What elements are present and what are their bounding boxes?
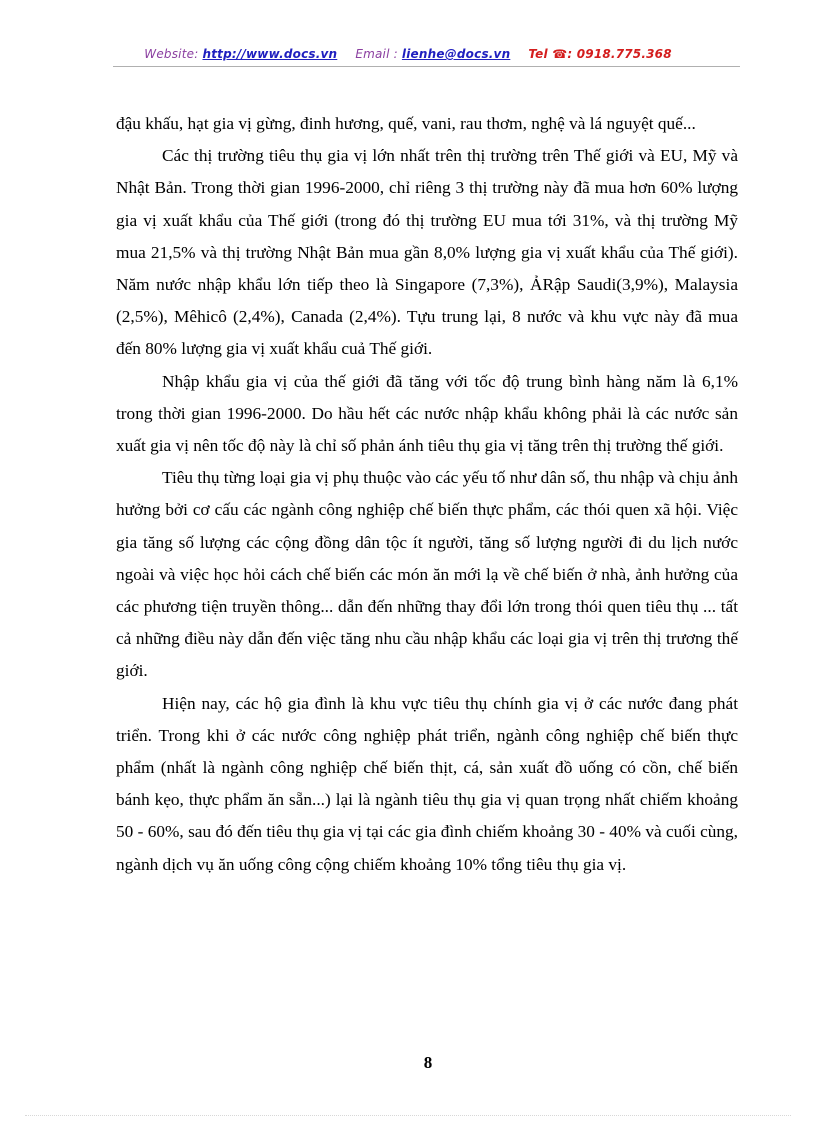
page-header [0,47,816,61]
paragraph-import-growth: Nhập khẩu gia vị của thế giới đã tăng với tốc độ trung bình hàng năm là 6,1% trong thời gian 1996-2000. Do hầu hết các nước nhập khẩu không phải là các nước sản xuất gia vị nên tốc độ này là chỉ số phản ánh tiêu thụ gia vị tăng trên thị trường thế giới. [116,371,738,456]
paragraph-major-markets: Các thị trường tiêu thụ gia vị lớn nhất trên thị trường trên Thế giới và EU, Mỹ và Nhật Bản. Trong thời gian 1996-2000, chỉ riêng 3 thị trường này đã mua hơn 60% lượng gia vị xuất khẩu của Thế giới (trong đó thị trường EU mua tới 31%, và thị trường Mỹ mua 21,5% và thị trường Nhật Bản mua gần 8,0% lượng gia vị xuất khẩu của Thế giới). Năm nước nhập khẩu lớn tiếp theo là Singapore (7,3%), ẢRập Saudi(3,9%), Malaysia (2,5%), Mêhicô (2,4%), Canada (2,4%). Tựu trung lại, 8 nước và khu vực này đã mua đến 80% lượng gia vị xuất khẩu cuả Thế giới. [116,146,738,359]
website-link[interactable]: http://www.docs.vn [202,47,338,61]
email-label: Email : [355,47,398,61]
website-label: Website: [144,47,199,61]
paragraph-consumption-factors: Tiêu thụ từng loại gia vị phụ thuộc vào các yếu tố như dân số, thu nhập và chịu ảnh hưởng bởi cơ cấu các ngành công nghiệp chế biến thực phẩm, các thói quen xã hội. Việc gia tăng số lượng các cộng đồng dân tộc ít người, tăng số lượng người đi du lịch nước ngoài và việc học hỏi cách chế biến các món ăn mới lạ về chế biến ở nhà, ảnh hưởng của các phương tiện truyền thông... dẫn đến những thay đổi lớn trong thói quen tiêu thụ ... tất cả những điều này dẫn đến việc tăng nhu cầu nhập khẩu các loại gia vị trên thị trương thế giới. [116,468,738,681]
paragraph-continuation: đậu khấu, hạt gia vị gừng, đinh hương, quế, vani, rau thơm, nghệ và lá nguyệt quế... [116,114,696,133]
paragraph-consumption-sectors: Hiện nay, các hộ gia đình là khu vực tiêu thụ chính gia vị ở các nước đang phát triển. Trong khi ở các nước công nghiệp phát triển, ngành công nghiệp chế biến thực phẩm (nhất là ngành công nghiệp chế biến thịt, cá, sản xuất đồ uống có cồn, chế biến bánh kẹo, thực phẩm ăn sẵn...) lại là ngành tiêu thụ gia vị quan trọng nhất chiếm khoảng 50 - 60%, sau đó đến tiêu thụ gia vị tại các gia đình chiếm khoảng 30 - 40% và cuối cùng, ngành dịch vụ ăn uống công cộng chiếm khoảng 10% tổng tiêu thụ gia vị. [116,693,738,874]
page-number: 8 [423,1053,433,1072]
phone-number: Tel ☎: 0918.775.368 [528,47,672,61]
footer-divider [25,1115,791,1116]
header-rule [113,66,740,67]
email-link[interactable]: lienhe@docs.vn [401,47,511,61]
document-body [116,108,738,881]
